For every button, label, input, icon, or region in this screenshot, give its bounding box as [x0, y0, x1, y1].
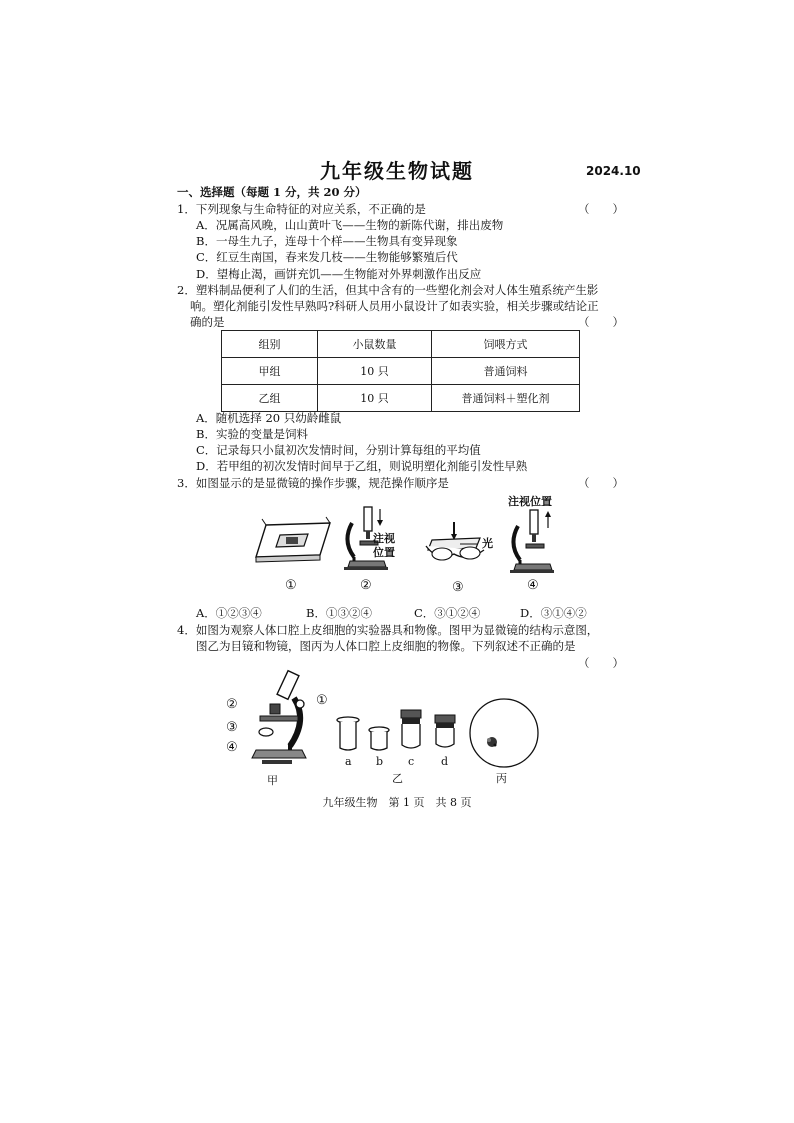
q3-answer-paren: （ ） — [578, 476, 624, 490]
microscope-raising-figure — [508, 508, 558, 578]
part-label-1: ① — [316, 693, 328, 708]
q2-stem-line3: 确的是 — [190, 315, 225, 329]
part-label-2: ② — [226, 697, 238, 712]
q3-stem: 3．如图显示的是显微镜的操作步骤，规范操作顺序是 — [177, 476, 449, 490]
page-footer: 九年级生物 第 1 页 共 8 页 — [322, 796, 472, 809]
slide-figure — [252, 515, 334, 565]
exam-date: 2024.10 — [586, 164, 641, 178]
q1-stem: 1．下列现象与生命特征的对应关系，不正确的是 — [177, 202, 426, 216]
q4-stem-line2: 图乙为目镜和物镜，图丙为人体口腔上皮细胞的物像。下列叙述不正确的是 — [196, 639, 576, 653]
q3-option-d: D．③①④② — [520, 606, 587, 620]
q2-option-a: A．随机选择 20 只幼龄雌鼠 — [196, 411, 342, 425]
q3-option-b: B．①③②④ — [306, 606, 372, 620]
q2-stem-line2: 响。塑化剂能引发性早熟吗?科研人员用小鼠设计了如表实验，相关步骤或结论正 — [190, 299, 599, 313]
microscope-structure-figure — [246, 668, 316, 772]
table-header-row — [222, 331, 580, 358]
step-number-1: ① — [285, 578, 297, 593]
table-cell: 普通饲料 — [432, 358, 580, 385]
q1-option-a: A．况属高风晚，山山黄叶飞——生物的新陈代谢，排出废物 — [196, 218, 504, 232]
experiment-table — [221, 330, 580, 412]
table-cell: 乙组 — [222, 385, 318, 412]
table-header-cell: 饲喂方式 — [432, 331, 580, 358]
q3-option-c: C．③①②④ — [414, 606, 481, 620]
q1-answer-paren: （ ） — [578, 202, 624, 216]
table-cell: 甲组 — [222, 358, 318, 385]
objective-d-figure — [432, 714, 458, 752]
table-header-cell: 小鼠数量 — [318, 331, 432, 358]
watch-label-line1: 注视 — [373, 532, 395, 545]
table-cell: 10 只 — [318, 358, 432, 385]
section-heading: 一、选择题（每题 1 分，共 20 分） — [177, 185, 367, 199]
q2-option-c: C．记录每只小鼠初次发情时间，分别计算每组的平均值 — [196, 443, 481, 457]
figure-bing-label: 丙 — [496, 772, 507, 785]
watch-label-line2: 位置 — [373, 546, 395, 559]
table-row — [222, 385, 580, 412]
figure-yi-label: 乙 — [392, 772, 403, 785]
lens-label-d: d — [441, 755, 449, 768]
exam-title: 九年级生物试题 — [320, 159, 474, 183]
lens-label-b: b — [376, 755, 384, 768]
part-label-4: ④ — [226, 740, 238, 755]
light-label: 光 — [482, 537, 493, 550]
q2-answer-paren: （ ） — [578, 315, 624, 329]
q1-option-d: D．望梅止渴，画饼充饥——生物能对外界刺激作出反应 — [196, 267, 482, 281]
step-number-2: ② — [360, 578, 372, 593]
step-number-3: ③ — [452, 580, 464, 595]
q1-option-b: B．一母生九子，连母十个样——生物具有变异现象 — [196, 234, 458, 248]
watch-label-top: 注视位置 — [508, 495, 552, 508]
q3-option-a: A．①②③④ — [196, 606, 262, 620]
table-cell: 10 只 — [318, 385, 432, 412]
lens-label-c: c — [408, 755, 415, 768]
eyepiece-a-figure — [336, 716, 360, 752]
step-number-4: ④ — [527, 578, 539, 593]
table-cell: 普通饲料＋塑化剂 — [432, 385, 580, 412]
cell-view-figure — [468, 697, 540, 769]
q4-stem-line1: 4．如图为观察人体口腔上皮细胞的实验器具和物像。图甲为显微镜的结构示意图， — [177, 623, 599, 637]
objective-c-figure — [398, 709, 424, 752]
figure-jia-label: 甲 — [267, 774, 278, 787]
table-header-cell: 组别 — [222, 331, 318, 358]
table-row — [222, 358, 580, 385]
q2-stem-line1: 2．塑料制品便利了人们的生活，但其中含有的一些塑化剂会对人体生殖系统产生影 — [177, 283, 599, 297]
eyepiece-b-figure — [368, 726, 390, 752]
q4-answer-paren: （ ） — [578, 656, 624, 670]
q1-option-c: C．红豆生南国，春来发几枝——生物能够繁殖后代 — [196, 250, 458, 264]
q2-option-b: B．实验的变量是饲料 — [196, 427, 308, 441]
q2-option-d: D．若甲组的初次发情时间早于乙组，则说明塑化剂能引发性早熟 — [196, 459, 528, 473]
part-label-3: ③ — [226, 720, 238, 735]
lens-label-a: a — [345, 755, 352, 768]
